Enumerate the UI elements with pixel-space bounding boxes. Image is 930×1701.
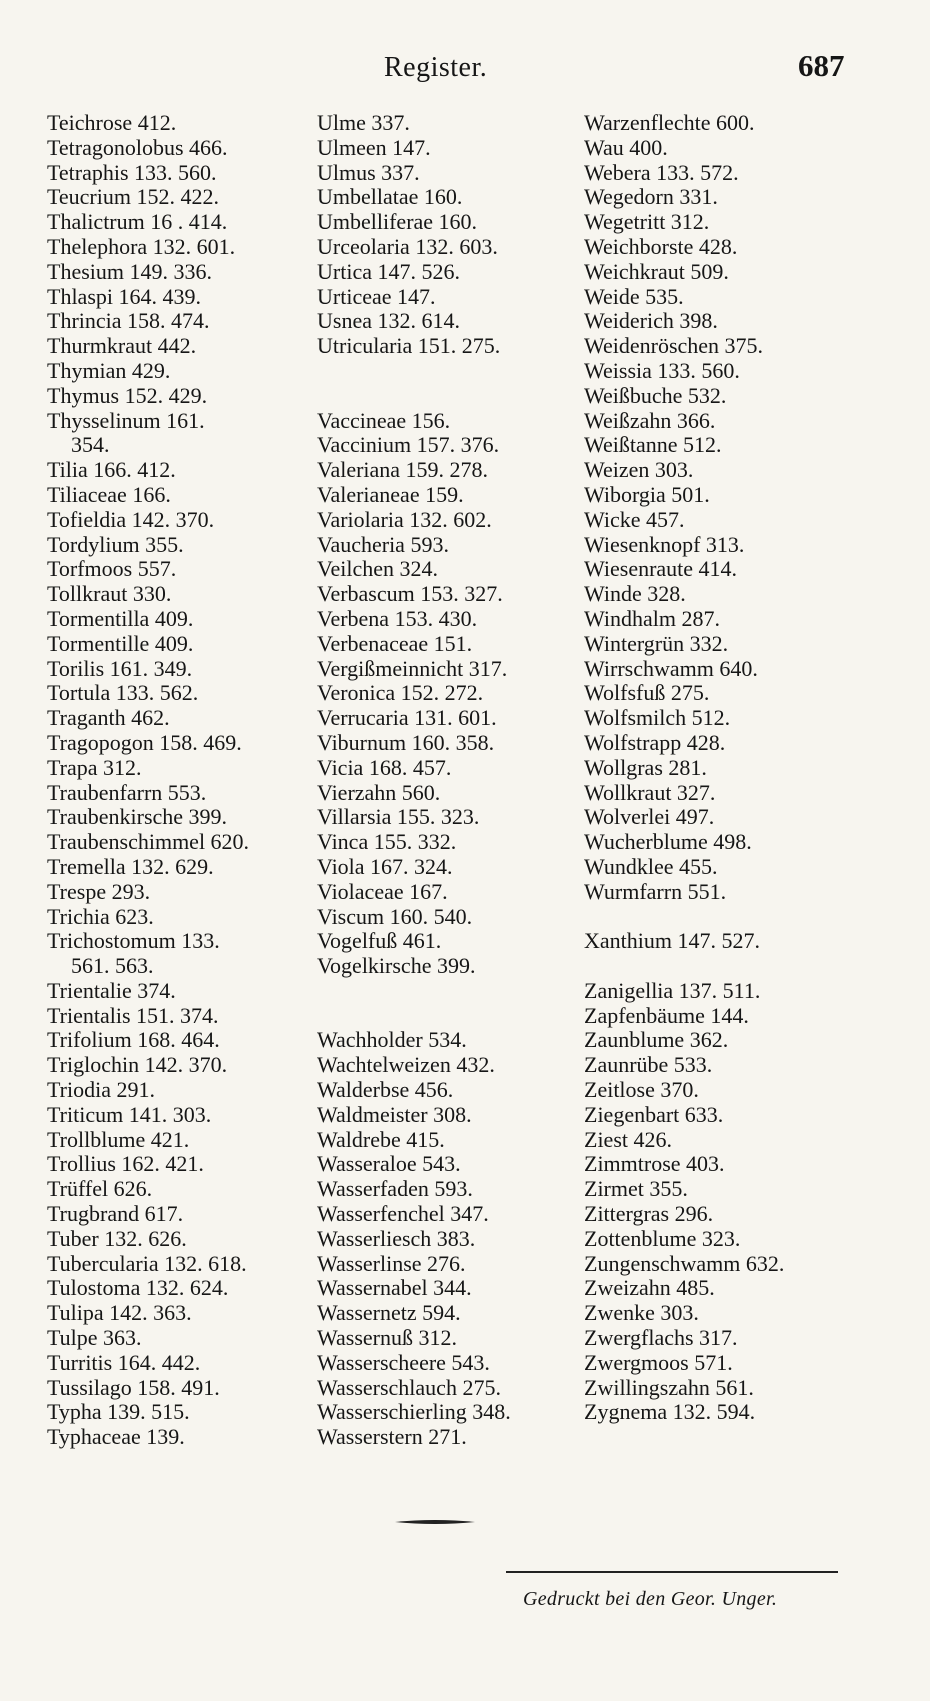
index-entry: Ziegenbart 633. (584, 1101, 724, 1127)
index-entry: Trifolium 168. 464. (47, 1027, 220, 1053)
index-entry: Zwergmoos 571. (584, 1349, 733, 1375)
index-entry: Wassernuß 312. (317, 1325, 457, 1351)
index-entry: Tremella 132. 629. (47, 853, 214, 879)
index-entry: Verrucaria 131. 601. (317, 705, 497, 731)
index-entry: Wiborgia 501. (584, 481, 710, 507)
index-entry: Thrincia 158. 474. (47, 308, 210, 334)
index-entry: Wiesenknopf 313. (584, 531, 745, 557)
index-entry: Triticum 141. 303. (47, 1101, 212, 1127)
index-entry-continuation: 354. (71, 432, 110, 458)
index-entry: Traubenschimmel 620. (47, 829, 250, 855)
index-entry: Zanigellia 137. 511. (584, 977, 761, 1003)
index-entry: Valeriana 159. 278. (317, 457, 489, 483)
index-entry: Zirmet 355. (584, 1176, 688, 1202)
index-column-2 (317, 111, 585, 1450)
index-entry: Weißtanne 512. (584, 432, 722, 458)
end-ornament-rule (395, 1518, 475, 1526)
index-entry: Wucherblume 498. (584, 829, 752, 855)
index-column-1 (47, 111, 317, 1450)
index-entry: Weiderich 398. (584, 308, 718, 334)
index-entry: Tulpe 363. (47, 1325, 142, 1351)
index-entry: Wachholder 534. (317, 1027, 467, 1053)
index-entry: Ziest 426. (584, 1126, 672, 1152)
index-entry: Vaucheria 593. (317, 531, 449, 557)
index-entry: Umbellatae 160. (317, 184, 463, 210)
index-entry: Winde 328. (584, 581, 686, 607)
index-entry: Torfmoos 557. (47, 556, 177, 582)
index-entry: Wasserfenchel 347. (317, 1201, 489, 1227)
index-entry: Vergißmeinnicht 317. (317, 655, 508, 681)
index-entry: Teucrium 152. 422. (47, 184, 219, 210)
index-entry: Viola 167. 324. (317, 853, 453, 879)
index-entry: Verbascum 153. 327. (317, 581, 503, 607)
index-entry: Tulipa 142. 363. (47, 1300, 192, 1326)
index-entry: Weide 535. (584, 283, 684, 309)
printer-imprint: Gedruckt bei den Geor. Unger. (523, 1588, 778, 1610)
index-entry: Wollkraut 327. (584, 779, 716, 805)
index-entry: Tormentilla 409. (47, 605, 194, 631)
blank-line (317, 359, 585, 384)
index-entry: Vierzahn 560. (317, 779, 441, 805)
index-entry: Trespe 293. (47, 878, 151, 904)
index-entry: Trichia 623. (47, 903, 154, 929)
index-entry: Wasserscheere 543. (317, 1349, 490, 1375)
index-entry: Thlaspi 164. 439. (47, 283, 201, 309)
index-entry: Tofieldia 142. 370. (47, 506, 215, 532)
index-entry: Verbena 153. 430. (317, 605, 478, 631)
index-entry: Tuber 132. 626. (47, 1225, 187, 1251)
index-entry: Triglochin 142. 370. (47, 1052, 228, 1078)
index-entry: Utricularia 151. 275. (317, 333, 501, 359)
index-entry: Wundklee 455. (584, 853, 718, 879)
index-entry: Weidenröschen 375. (584, 333, 764, 359)
index-entry: Vaccineae 156. (317, 407, 451, 433)
index-entry: Typha 139. 515. (47, 1399, 190, 1425)
index-entry: Wintergrün 332. (584, 630, 729, 656)
index-entry: Tetragonolobus 466. (47, 134, 228, 160)
index-entry: Tormentille 409. (47, 630, 194, 656)
index-entry: Zittergras 296. (584, 1201, 714, 1227)
index-entry: Tussilago 158. 491. (47, 1374, 220, 1400)
index-entry: Wassernabel 344. (317, 1275, 472, 1301)
index-entry: Viscum 160. 540. (317, 903, 473, 929)
index-entry: Trollius 162. 421. (47, 1151, 204, 1177)
index-entry: Valerianeae 159. (317, 481, 464, 507)
page-number: 687 (798, 48, 845, 83)
index-entry: Wasserschierling 348. (317, 1399, 511, 1425)
index-entry: Thurmkraut 442. (47, 333, 197, 359)
index-entry: Ulme 337. (317, 110, 410, 135)
index-entry: Vogelfuß 461. (317, 928, 442, 954)
index-entry: Wegedorn 331. (584, 184, 718, 210)
index-entry: Zygnema 132. 594. (584, 1399, 756, 1425)
index-entry: Trichostomum 133. (47, 928, 220, 954)
index-entry: Wolverlei 497. (584, 804, 715, 830)
index-entry: Wegetritt 312. (584, 209, 710, 235)
index-entry: Urceolaria 132. 603. (317, 233, 498, 259)
index-entry: Triodia 291. (47, 1077, 155, 1103)
index-entry: Zwergflachs 317. (584, 1325, 738, 1351)
index-entry: Wurmfarrn 551. (584, 878, 727, 904)
blank-line (317, 979, 585, 1004)
index-entry: Trollblume 421. (47, 1126, 190, 1152)
index-entry: Veronica 152. 272. (317, 680, 484, 706)
index-entry: Wollgras 281. (584, 754, 707, 780)
index-entry: Tragopogon 158. 469. (47, 729, 242, 755)
index-column-3 (584, 111, 884, 1425)
index-entry: Warzenflechte 600. (584, 110, 755, 135)
index-entry: Weichkraut 509. (584, 258, 729, 284)
index-entry: Weizen 303. (584, 457, 694, 483)
index-entry: Vogelkirsche 399. (317, 953, 476, 979)
index-entry: Violaceae 167. (317, 878, 448, 904)
imprint-divider (506, 1571, 838, 1573)
index-entry: Teichrose 412. (47, 110, 177, 135)
index-entry: Wasserstern 271. (317, 1424, 467, 1450)
index-entry: Traganth 462. (47, 705, 170, 731)
index-entry: Tortula 133. 562. (47, 680, 199, 706)
index-entry: Weißbuche 532. (584, 382, 727, 408)
index-entry: Tulostoma 132. 624. (47, 1275, 229, 1301)
index-entry: Zweizahn 485. (584, 1275, 715, 1301)
index-entry: Walderbse 456. (317, 1077, 454, 1103)
index-entry: Waldrebe 415. (317, 1126, 445, 1152)
index-entry: Torilis 161. 349. (47, 655, 193, 681)
index-entry: Wolfstrapp 428. (584, 729, 726, 755)
index-entry: Trüffel 626. (47, 1176, 153, 1202)
index-entry: Umbelliferae 160. (317, 209, 478, 235)
index-entry: Zimmtrose 403. (584, 1151, 725, 1177)
index-entry: Wiesenraute 414. (584, 556, 738, 582)
index-entry: Weißzahn 366. (584, 407, 716, 433)
index-entry: Thelephora 132. 601. (47, 233, 236, 259)
index-entry: Weichborste 428. (584, 233, 738, 259)
index-entry: Trapa 312. (47, 754, 142, 780)
index-entry: Wicke 457. (584, 506, 685, 532)
running-head: Register. (384, 52, 488, 83)
index-entry: Traubenfarrn 553. (47, 779, 207, 805)
index-entry: Thesium 149. 336. (47, 258, 212, 284)
index-entry: Zeitlose 370. (584, 1077, 699, 1103)
index-entry: Verbenaceae 151. (317, 630, 473, 656)
index-entry: Vaccinium 157. 376. (317, 432, 500, 458)
index-entry: Trientalis 151. 374. (47, 1002, 219, 1028)
index-entry: Wassernetz 594. (317, 1300, 461, 1326)
index-entry: Zungenschwamm 632. (584, 1250, 785, 1276)
index-entry: Urtica 147. 526. (317, 258, 460, 284)
index-entry: Trugbrand 617. (47, 1201, 184, 1227)
index-entry: Vinca 155. 332. (317, 829, 457, 855)
index-entry: Wasserliesch 383. (317, 1225, 476, 1251)
index-entry: Urticeae 147. (317, 283, 436, 309)
index-entry: Zaunblume 362. (584, 1027, 729, 1053)
index-entry: Veilchen 324. (317, 556, 438, 582)
index-entry: Tetraphis 133. 560. (47, 159, 217, 185)
blank-line (317, 1004, 585, 1029)
index-entry: Wau 400. (584, 134, 668, 160)
index-entry: Zapfenbäume 144. (584, 1002, 749, 1028)
index-entry: Wasserfaden 593. (317, 1176, 473, 1202)
index-entry: Typhaceae 139. (47, 1424, 185, 1450)
index-entry: Ulmeen 147. (317, 134, 431, 160)
index-entry: Ulmus 337. (317, 159, 420, 185)
index-entry: Thymian 429. (47, 357, 171, 383)
index-entry: Tilia 166. 412. (47, 457, 176, 483)
index-entry: Zwenke 303. (584, 1300, 699, 1326)
index-entry: Thalictrum 16 . 414. (47, 209, 228, 235)
index-entry: Viburnum 160. 358. (317, 729, 495, 755)
blank-line (584, 954, 884, 979)
index-entry: Windhalm 287. (584, 605, 720, 631)
index-entry: Tiliaceae 166. (47, 481, 171, 507)
index-entry: Tordylium 355. (47, 531, 184, 557)
index-entry: Webera 133. 572. (584, 159, 739, 185)
index-entry: Wachtelweizen 432. (317, 1052, 495, 1078)
index-entry: Trientalie 374. (47, 977, 176, 1003)
index-entry: Turritis 164. 442. (47, 1349, 201, 1375)
index-entry: Tollkraut 330. (47, 581, 172, 607)
index-entry: Vicia 168. 457. (317, 754, 452, 780)
index-entry: Zwillingszahn 561. (584, 1374, 754, 1400)
index-entry-continuation: 561. 563. (71, 953, 154, 979)
index-entry: Usnea 132. 614. (317, 308, 460, 334)
index-entry: Thysselinum 161. (47, 407, 205, 433)
index-entry: Traubenkirsche 399. (47, 804, 228, 830)
index-entry: Weissia 133. 560. (584, 357, 740, 383)
index-entry: Wirrschwamm 640. (584, 655, 758, 681)
index-entry: Variolaria 132. 602. (317, 506, 492, 532)
index-entry: Wolfsfuß 275. (584, 680, 710, 706)
index-entry: Wolfsmilch 512. (584, 705, 731, 731)
index-entry: Zottenblume 323. (584, 1225, 741, 1251)
index-entry: Wasserschlauch 275. (317, 1374, 501, 1400)
index-entry: Thymus 152. 429. (47, 382, 208, 408)
index-entry: Tubercularia 132. 618. (47, 1250, 247, 1276)
blank-line (317, 384, 585, 409)
blank-line (584, 905, 884, 930)
index-entry: Wasseraloe 543. (317, 1151, 461, 1177)
index-entry: Wasserlinse 276. (317, 1250, 466, 1276)
index-entry: Waldmeister 308. (317, 1101, 472, 1127)
index-entry: Zaunrübe 533. (584, 1052, 713, 1078)
index-entry: Xanthium 147. 527. (584, 928, 760, 954)
index-entry: Villarsia 155. 323. (317, 804, 480, 830)
